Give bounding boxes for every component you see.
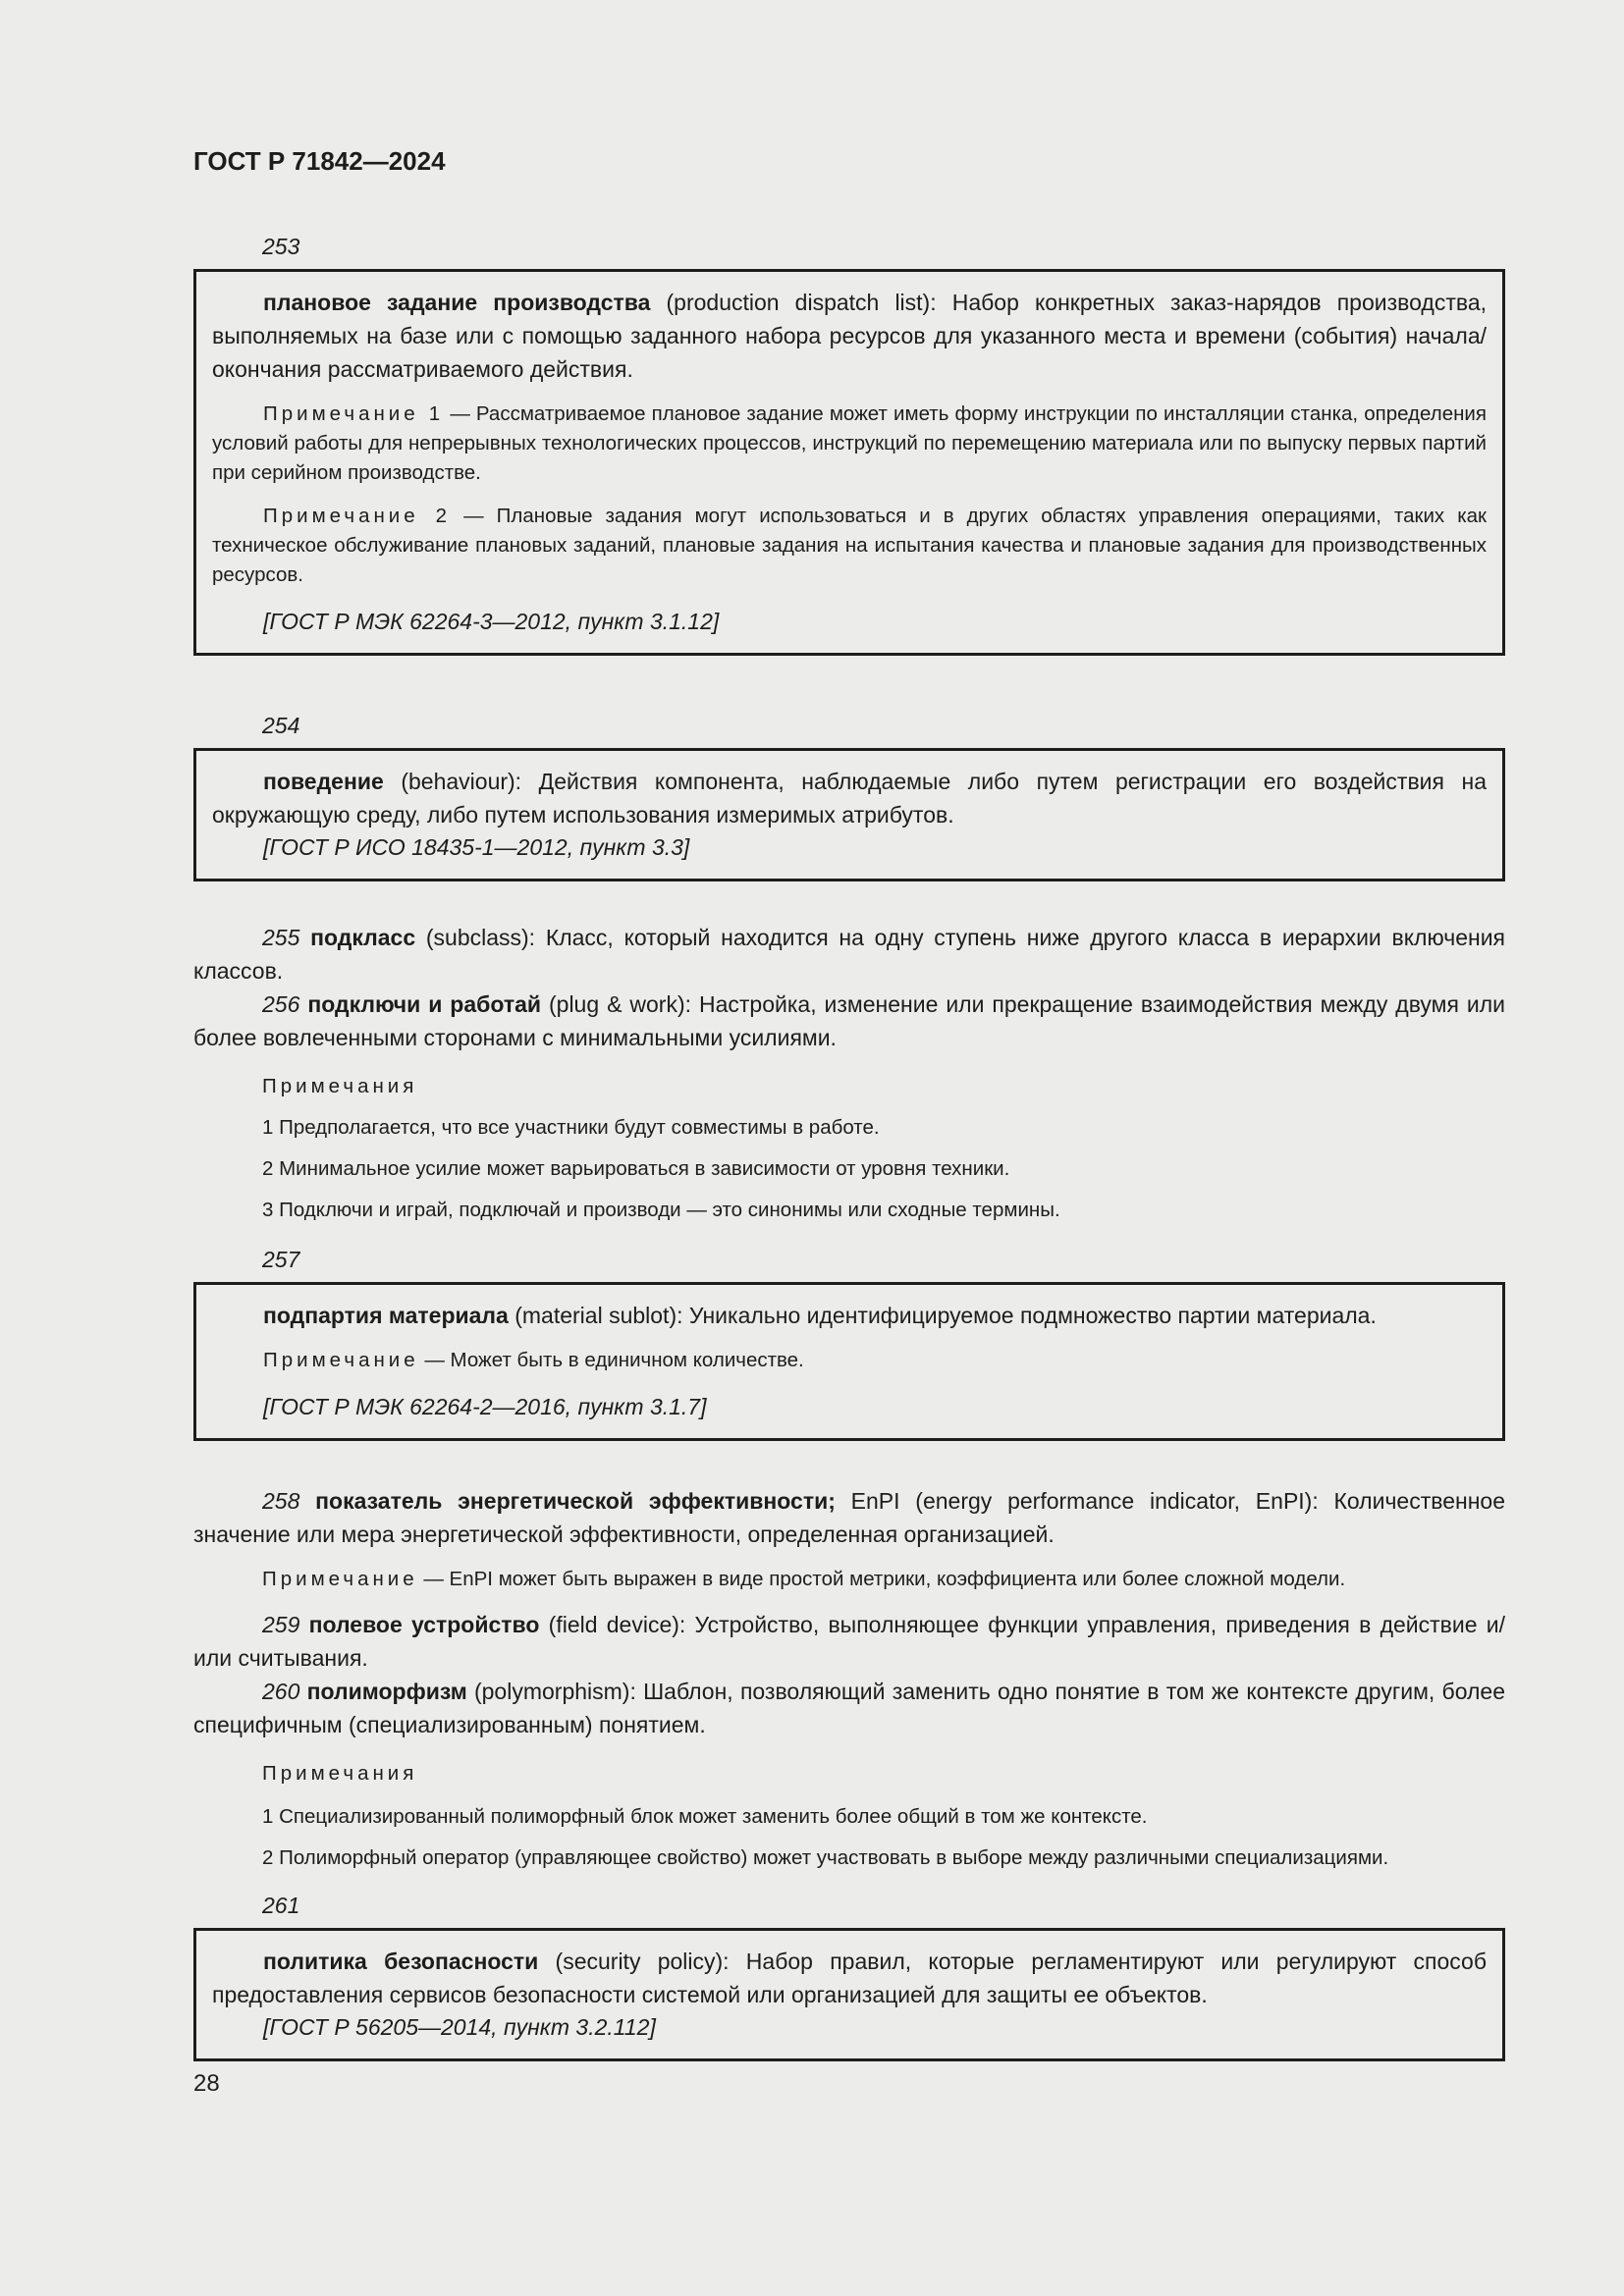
term-ru-258: показатель энергетической эффективности; [315,1488,836,1514]
source-ref-254: [ГОСТ Р ИСО 18435-1—2012, пункт 3.3] [263,834,690,860]
note-text: — EnPI может быть выражен в виде простой метрики, коэффициента или более сложной модели. [423,1568,1346,1590]
note-253-1 [212,400,1487,488]
entry-number-254: 254 [262,713,300,738]
source-ref-257: [ГОСТ Р МЭК 62264-2—2016, пункт 3.1.7] [263,1394,707,1419]
note-258 [193,1565,1505,1594]
notes-header-256: Примечания [262,1075,418,1097]
note-257 [212,1346,1487,1375]
note-text: — Плановые задания могут использоваться и в других областях управления операциями, таких как техническое обслуживание плановых заданий, плановые задания на испытания качества и плановые задания для производственных ресурсов. [212,505,1487,586]
definition-text-253: (production dispatch list): Набор конкретных заказ-нарядов производства, выполняемых на базе или с помощью заданного набора ресурсов для указанного места и времени (события) начала/окончания рассматриваемого действия. [212,290,1487,382]
definition-text-255: (subclass): Класс, который находится на одну ступень ниже другого класса в иерархии включения классов. [193,925,1506,984]
entry-number-258: 258 [262,1488,300,1514]
term-box-254 [193,748,1505,881]
term-ru-261: политика безопасности [263,1949,539,1974]
term-box-253 [193,269,1505,656]
page-number: 28 [193,2070,220,2097]
definition-text-258: EnPI (energy performance indicator, EnPI): Количественное значение или мера энергетической эффективности, определенная организацией. [193,1488,1505,1547]
notes-header-260: Примечания [262,1762,418,1785]
source-ref-261: [ГОСТ Р 56205—2014, пункт 3.2.112] [263,2014,656,2040]
term-ru-255: подкласс [310,925,416,950]
term-ru-256: подключи и работай [307,991,542,1017]
note-256-2: 2 Минимальное усилие может варьироваться в зависимости от уровня техники. [262,1157,1010,1180]
note-text: — Может быть в единичном количестве. [424,1349,804,1371]
term-definition-253 [212,286,1487,386]
source-ref-253: [ГОСТ Р МЭК 62264-3—2012, пункт 3.1.12] [263,609,720,634]
term-box-261 [193,1928,1505,2061]
entry-number-253: 253 [262,234,300,259]
term-box-257 [193,1282,1505,1441]
definition-text-257: (material sublot): Уникально идентифицируемое подмножество партии материала. [508,1303,1377,1328]
note-253-2 [212,502,1487,590]
term-entry-260 [193,1675,1505,1741]
note-label: Примечание [262,1568,418,1590]
note-label: Примечание 1 [263,402,445,425]
definition-text-260: (polymorphism): Шаблон, позволяющий заменить одно понятие в том же контексте другим, более специфичным (специализированным) понятием. [193,1679,1506,1737]
note-260-1: 1 Специализированный полиморфный блок может заменить более общий в том же контексте. [262,1805,1148,1828]
note-text: — Рассматриваемое плановое задание может иметь форму инструкции по инсталляции станка, определения условий работы для непрерывных технологических процессов, инструкций по перемещению материала или по выпуску первых партий при серийном производстве. [212,402,1487,484]
entry-number-257: 257 [262,1247,300,1272]
term-definition-257 [212,1299,1487,1332]
term-definition-261 [212,1945,1487,2011]
definition-text-256: (plug & work): Настройка, изменение или прекращение взаимодействия между двумя или более вовлеченными сторонами с минимальными усилиями. [193,991,1506,1050]
definition-text-259: (field device): Устройство, выполняющее функции управления, приведения в действие и/или считывания. [193,1612,1505,1671]
term-entry-255 [193,921,1505,988]
entry-number-261: 261 [262,1893,300,1918]
term-ru-254: поведение [263,769,384,794]
term-entry-256 [193,988,1505,1054]
term-ru-260: полиморфизм [306,1679,467,1704]
entry-number-260: 260 [262,1679,300,1704]
note-label: Примечание [263,1349,419,1371]
entry-number-255: 255 [262,925,300,950]
term-entry-258 [193,1484,1505,1551]
note-label: Примечание 2 [263,505,452,527]
entry-number-259: 259 [262,1612,300,1637]
note-256-1: 1 Предполагается, что все участники будут совместимы в работе. [262,1116,880,1139]
definition-text-261: (security policy): Набор правил, которые регламентируют или регулируют способ предоставления сервисов безопасности системой или организацией для защиты ее объектов. [212,1949,1487,2007]
note-260-2: 2 Полиморфный оператор (управляющее свойство) может участвовать в выборе между различными специализациями. [262,1846,1389,1869]
note-256-3: 3 Подключи и играй, подключай и производи — это синонимы или сходные термины. [262,1199,1060,1221]
term-definition-254 [212,765,1487,831]
term-ru-253: плановое задание производства [263,290,651,315]
term-ru-259: полевое устройство [308,1612,540,1637]
term-ru-257: подпартия материала [263,1303,509,1328]
document-header: ГОСТ Р 71842—2024 [193,146,446,176]
entry-number-256: 256 [262,991,300,1017]
definition-text-254: (behaviour): Действия компонента, наблюдаемые либо путем регистрации его воздействия на окружающую среду, либо путем использования измеримых атрибутов. [212,769,1487,828]
term-entry-259 [193,1608,1505,1675]
